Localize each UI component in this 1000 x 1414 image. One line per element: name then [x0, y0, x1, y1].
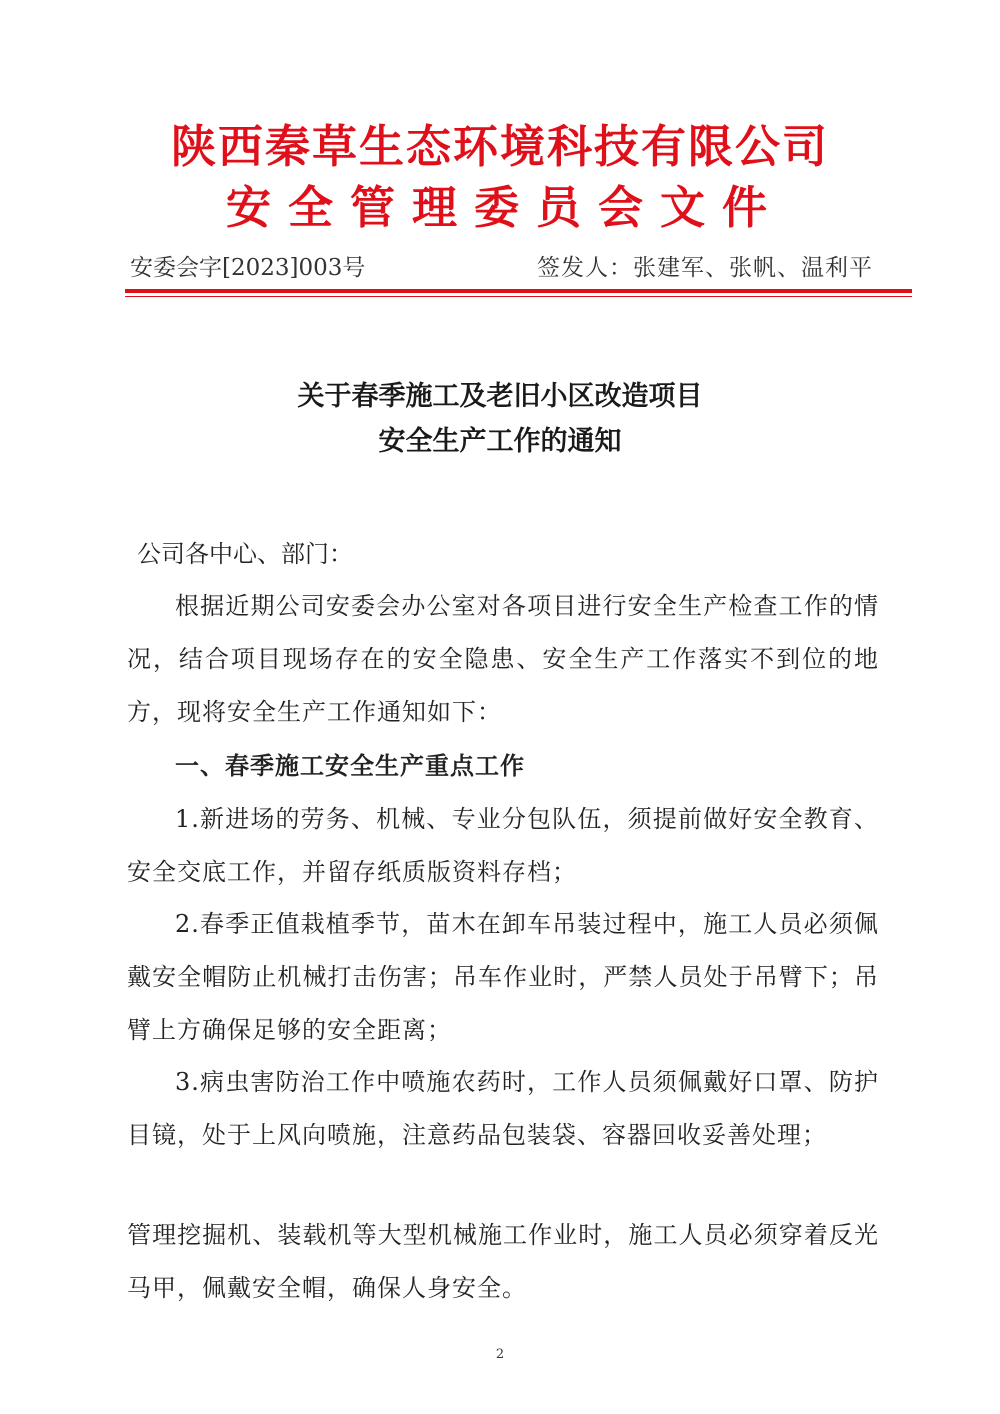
notice-title-line-1: 关于春季施工及老旧小区改造项目: [297, 381, 703, 412]
list-item-text: 3.病虫害防治工作中喷施农药时，工作人员须佩戴好口罩、防护目镜，处于上风向喷施，注意药品包装袋、容器回收妥善处理；: [127, 1068, 879, 1149]
header-divider-thin: [125, 296, 912, 297]
signers: 签发人：张建军、张帆、温利平: [537, 255, 873, 281]
intro-text: 根据近期公司安委会办公室对各项目进行安全生产检查工作的情况，结合项目现场存在的安全隐患、安全生产工作落实不到位的地方，现将安全生产工作通知如下：: [127, 592, 879, 726]
list-item: [127, 1209, 879, 1315]
header-divider-thick: [125, 289, 912, 293]
list-item-text: 2.春季正值栽植季节，苗木在卸车吊装过程中，施工人员必须佩戴安全帽防止机械打击伤害；吊车作业时，严禁人员处于吊臂下；吊臂上方确保足够的安全距离；: [127, 910, 879, 1044]
document-number: 安委会字[2023]003号: [130, 255, 366, 281]
org-title: 陕西秦草生态环境科技有限公司: [170, 120, 829, 173]
salutation: 公司各中心、部门：: [137, 540, 353, 568]
list-item-text: 管理挖掘机、装载机等大型机械施工作业时，施工人员必须穿着反光马甲，佩戴安全帽，确保人身安全。: [127, 1221, 879, 1302]
notice-title-line-2: 安全生产工作的通知: [378, 426, 622, 457]
section-heading: 一、春季施工安全生产重点工作: [175, 752, 525, 780]
document-kind-title: 安全管理委员会文件: [225, 181, 784, 234]
list-item: [127, 898, 879, 1057]
list-item: [127, 1056, 879, 1162]
list-item-text: 1.新进场的劳务、机械、专业分包队伍，须提前做好安全教育、安全交底工作，并留存纸质版资料存档；: [127, 805, 879, 886]
page-number: 2: [495, 1347, 505, 1362]
intro-paragraph: [127, 580, 879, 739]
list-item: [127, 793, 879, 899]
